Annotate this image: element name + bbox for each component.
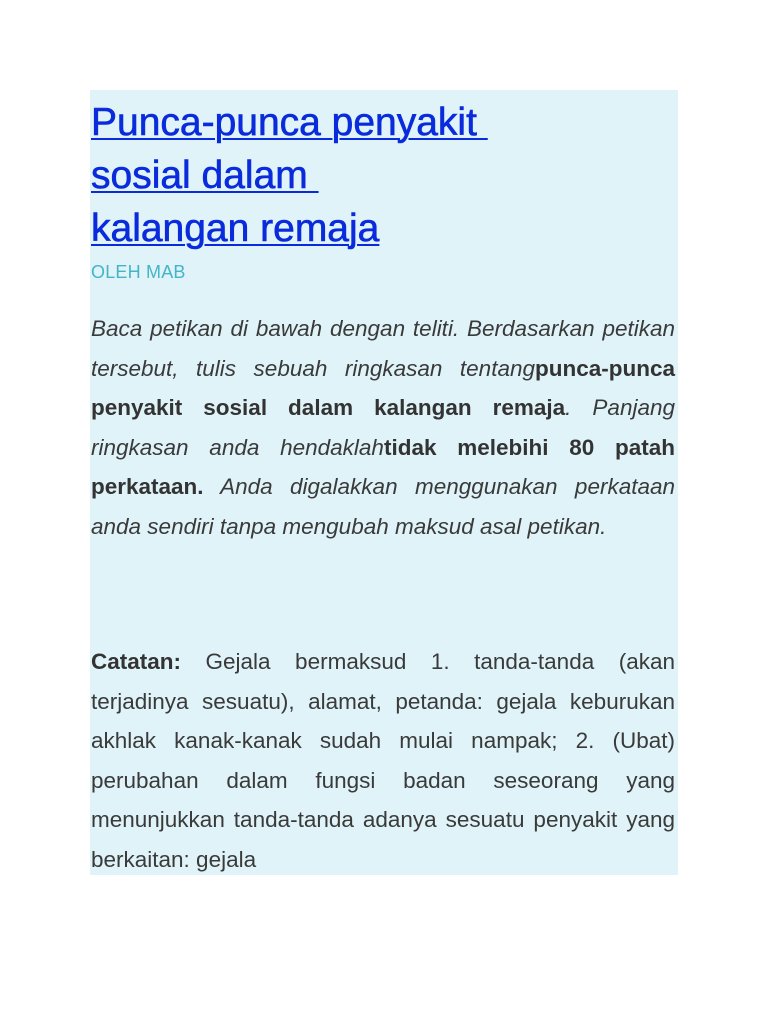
article-panel xyxy=(90,90,678,875)
title-line-3: kalangan remaja xyxy=(91,207,380,250)
instruction-text-1: Baca petikan di bawah dengan teliti. Berdasarkan petikan tersebut, tulis sebuah ringkasan tentang xyxy=(91,316,675,381)
article-title xyxy=(91,96,677,255)
instruction-text-3: Anda digalakkan menggunakan perkataan anda sendiri tanpa mengubah maksud asal petikan. xyxy=(91,474,675,539)
title-line-1: Punca-punca penyakit xyxy=(91,101,488,144)
instruction-text-2: . Panjang ringkasan anda hendaklah xyxy=(91,395,675,460)
author-byline: OLEH MAB xyxy=(91,262,186,282)
note-label: Catatan: xyxy=(91,649,182,674)
article-title-link[interactable] xyxy=(91,96,677,255)
instruction-paragraph xyxy=(91,309,675,546)
instruction-bold-topic: punca-punca penyakit sosial dalam kalangan remaja xyxy=(91,355,675,420)
note-paragraph xyxy=(91,642,675,875)
note-text: Gejala bermaksud 1. tanda-tanda (akan terjadinya sesuatu), alamat, petanda: gejala keburukan akhlak kanak-kanak sudah mulai nampak; 2. (Ubat) perubahan dalam fungsi badan seseorang yang menunjukkan tanda-tanda adanya sesuatu penyakit yang berkaitan: gejala xyxy=(91,649,675,872)
instruction-bold-limit: tidak melebihi 80 patah perkataan. xyxy=(91,434,676,499)
title-line-2: sosial dalam xyxy=(91,154,319,197)
